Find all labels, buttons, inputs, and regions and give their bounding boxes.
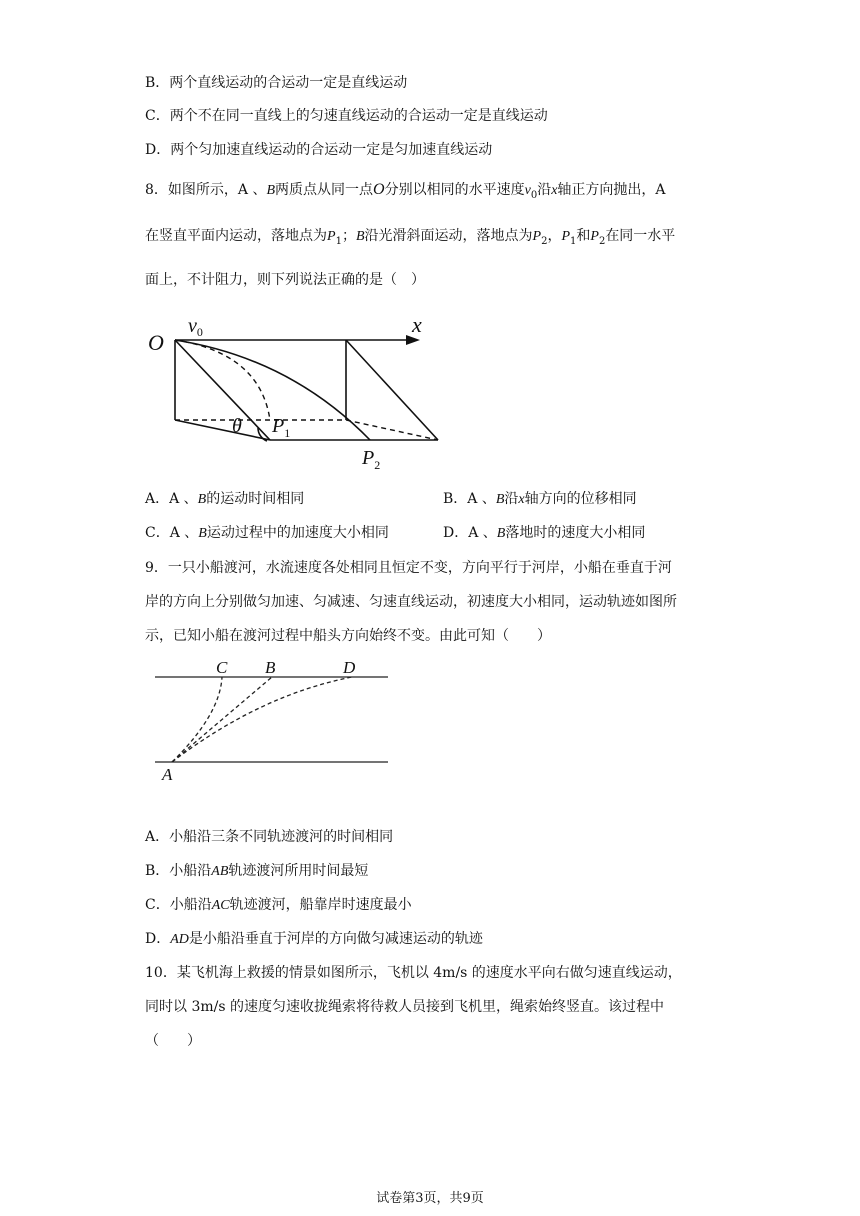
path-ac (172, 677, 222, 762)
q9-stem-line-1: 9．一只小船渡河，水流速度各处相同且恒定不变，方向平行于河岸，小船在垂直于河 (145, 560, 672, 576)
q8-options-row-1 (145, 489, 304, 510)
q8-stem-line-3: 面上，不计阻力，则下列说法正确的是（ ） (145, 272, 425, 288)
label-p2: $P_2$ (362, 447, 381, 472)
label-b: B (265, 658, 276, 677)
q9-figure (150, 655, 400, 785)
q8-stem-line-1: 8．如图所示，A 、B两质点从同一点O分别以相同的水平速度$v_0$沿x轴正方向抛出，A (145, 181, 666, 201)
label-o: O (148, 330, 164, 355)
path-ab (172, 677, 272, 762)
label-p1: $P_1$ (272, 415, 291, 440)
label-v0: $v_0$ (188, 315, 203, 339)
q9-stem-line-3: 示，已知小船在渡河过程中船头方向始终不变。由此可知（ ） (145, 628, 551, 644)
q8-stem-line-2: 在竖直平面内运动，落地点为$P_1$；B沿光滑斜面运动，落地点为$P_2$，$P_1$和$P_2$在同一水平 (145, 228, 676, 247)
q10-stem-line-3: （ ） (145, 1033, 201, 1049)
q9-option-b: B．小船沿AB轨迹渡河所用时间最短 (145, 863, 369, 879)
q8-option-a: A．A 、B的运动时间相同 (145, 491, 305, 507)
page-footer: 试卷第3页，共9页 (376, 1191, 484, 1206)
q10-stem-line-1: 10．某飞机海上救援的情景如图所示，飞机以 4m/s 的速度水平向右做匀速直线运动， (145, 965, 682, 981)
q9-option-c: C．小船沿AC轨迹渡河，船靠岸时速度最小 (145, 897, 412, 913)
q7-option-d: D．两个匀加速直线运动的合运动一定是匀加速直线运动 (145, 142, 493, 158)
q8-figure (140, 308, 450, 478)
label-d: D (343, 658, 356, 677)
label-theta: θ (232, 415, 242, 437)
q7-option-c: C．两个不在同一直线上的匀速直线运动的合运动一定是直线运动 (145, 108, 548, 124)
q9-option-a: A．小船沿三条不同轨迹渡河的时间相同 (145, 829, 394, 845)
q7-option-b: B．两个直线运动的合运动一定是直线运动 (145, 75, 408, 91)
q9-stem-line-2: 岸的方向上分别做匀加速、匀减速、匀速直线运动，初速度大小相同，运动轨迹如图所 (145, 594, 677, 610)
q10-stem-line-2: 同时以 3m/s 的速度匀速收拢绳索将待救人员接到飞机里，绳索始终竖直。该过程中 (145, 999, 664, 1015)
trajectory-a (175, 340, 270, 420)
label-a: A (162, 765, 173, 784)
label-c: C (216, 658, 228, 677)
path-ad (172, 677, 352, 762)
q8-option-b: B．A 、B沿x轴方向的位移相同 (443, 491, 637, 507)
q8-option-d: D．A 、B落地时的速度大小相同 (443, 525, 646, 541)
label-x: x (412, 312, 422, 337)
q9-option-d: D．AD是小船沿垂直于河岸的方向做匀减速运动的轨迹 (145, 931, 483, 947)
q8-option-c: C．A 、B运动过程中的加速度大小相同 (145, 525, 389, 541)
